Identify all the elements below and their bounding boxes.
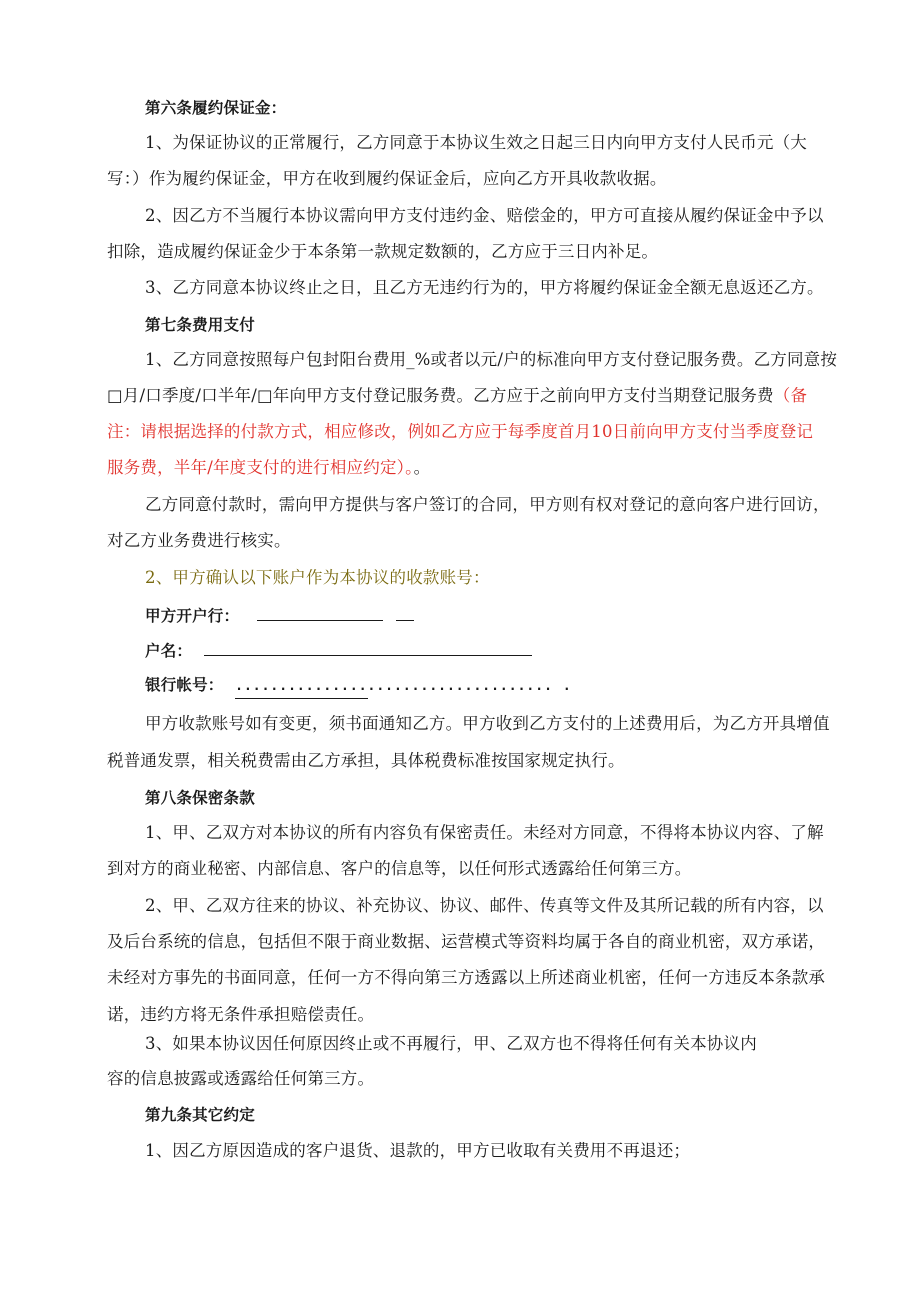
article-8-para2-line2: 及后台系统的信息，包括但不限于商业数据、运营模式等资料均属于各自的商业机密，双方承诺， xyxy=(107,932,826,951)
article-7-para3-line1: 甲方收款账号如有变更，须书面通知乙方。甲方收到乙方支付的上述费用后，为乙方开具增值 xyxy=(145,714,830,733)
article-7-para2-line2: 对乙方业务费进行核实。 xyxy=(107,531,291,550)
article-8-para2-line4: 诺，违约方将无条件承担赔偿责任。 xyxy=(107,1005,375,1024)
account-label: 银行帐号： xyxy=(145,676,224,694)
article-6-para2-line2: 扣除，造成履约保证金少于本条第一款规定数额的，乙方应于三日内补足。 xyxy=(107,242,659,261)
article-8-para2-line3: 未经对方事先的书面同意，任何一方不得向第三方透露以上所述商业机密，任何一方违反本条款承 xyxy=(107,968,826,987)
article-7-note-line1: 注：请根据选择的付款方式，相应修改，例如乙方应于每季度首月10日前向甲方支付当季度登记 xyxy=(107,422,814,441)
article-9-para1: 1、因乙方原因造成的客户退货、退款的，甲方已收取有关费用不再退还； xyxy=(145,1141,691,1160)
name-label: 户名： xyxy=(145,642,193,660)
article-7-para2-line1: 乙方同意付款时，需向甲方提供与客户签订的合同，甲方则有权对登记的意向客户进行回访， xyxy=(145,495,830,514)
article-6-para1-line2: 写：）作为履约保证金，甲方在收到履约保证金后，应向乙方开具收款收据。 xyxy=(107,169,667,188)
article-9-title: 第九条其它约定 xyxy=(145,1106,255,1124)
account-dots: ..................... xyxy=(367,679,553,694)
article-7-note-line2 xyxy=(107,457,430,479)
article-8-para3-line1: 3、如果本协议因任何原因终止或不再履行，甲、乙双方也不得将任何有关本协议内 xyxy=(145,1034,757,1053)
name-row xyxy=(145,639,532,662)
article-8-para1-line1: 1、甲、乙双方对本协议的所有内容负有保密责任。未经对方同意，不得将本协议内容、了解 xyxy=(145,823,824,842)
article-7-para3-line2: 税普通发票，相关税费需由乙方承担，具体税费标准按国家规定执行。 xyxy=(107,751,625,770)
article-7-note-start: （备 xyxy=(773,386,808,405)
account-row xyxy=(145,674,572,699)
article-8-para2-line1: 2、甲、乙双方往来的协议、补充协议、协议、邮件、传真等文件及其所记载的所有内容，以 xyxy=(145,896,824,915)
article-6-para1-line1: 1、为保证协议的正常履行，乙方同意于本协议生效之日起三日内向甲方支付人民币元（大 xyxy=(145,133,807,152)
article-6-title: 第六条履约保证金： xyxy=(145,99,287,117)
article-7-para1-line1: 1、乙方同意按照每户包封阳台费用_%或者以元/户的标准向甲方支付登记服务费。乙方同意按 xyxy=(145,350,838,369)
bank-field-tail xyxy=(396,604,414,621)
article-6-para3: 3、乙方同意本协议终止之日，且乙方无违约行为的，甲方将履约保证金全额无息返还乙方。 xyxy=(145,278,824,297)
bank-label: 甲方开户行： xyxy=(145,607,240,625)
account-intro: 2、甲方确认以下账户作为本协议的收款账号： xyxy=(145,568,490,587)
bank-field[interactable] xyxy=(257,604,383,621)
bank-row xyxy=(145,604,414,627)
article-7-note-line2-text: 服务费，半年/年度支付的进行相应约定）。 xyxy=(107,458,414,477)
article-8-para3-line2: 容的信息披露或透露给任何第三方。 xyxy=(107,1069,375,1088)
account-dots-end: . xyxy=(562,679,572,694)
article-6-para2-line1: 2、因乙方不当履行本协议需向甲方支付违约金、赔偿金的，甲方可直接从履约保证金中予以 xyxy=(145,206,824,225)
article-7-note-end: 。 xyxy=(413,458,431,477)
article-8-title: 第八条保密条款 xyxy=(145,789,255,807)
article-7-para1-line2-text: □月/口季度/口半年/□年向甲方支付登记服务费。乙方应于之前向甲方支付当期登记服务费 xyxy=(107,386,774,405)
article-8-para1-line2: 到对方的商业秘密、内部信息、客户的信息等，以任何形式透露给任何第三方。 xyxy=(107,859,692,878)
article-7-title: 第七条费用支付 xyxy=(145,316,255,334)
name-field[interactable] xyxy=(204,639,532,656)
article-7-para1-line2 xyxy=(107,385,807,407)
account-field[interactable]: ............... xyxy=(235,676,367,699)
